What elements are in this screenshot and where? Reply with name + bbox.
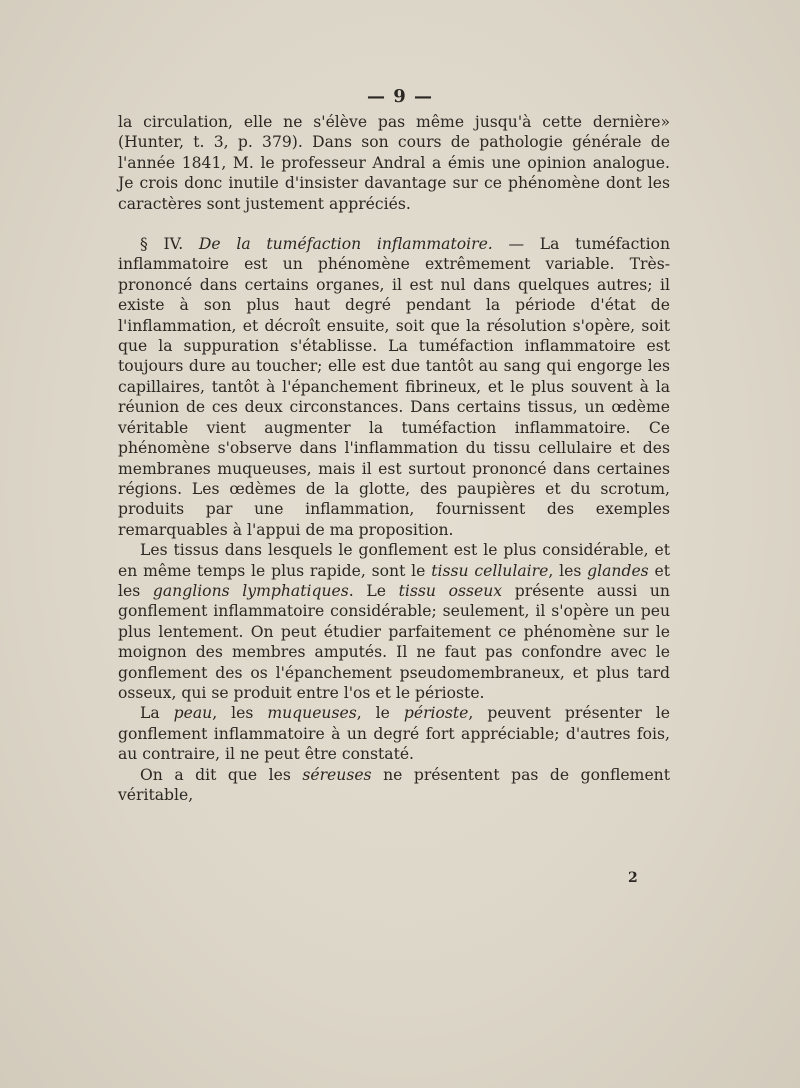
italic-run: tissu cellulaire bbox=[431, 561, 549, 580]
italic-run: séreuses bbox=[302, 765, 372, 784]
paragraph bbox=[118, 765, 670, 806]
page-number: — 9 — bbox=[366, 86, 434, 107]
text-run: . Le bbox=[348, 581, 399, 600]
text-run: présente aussi un gonflement inflammatoire considérable; seulement, il s'opère un peu plus lentement. On peut étudier parfaitement ce phénomène sur le moignon des membres amputés. Il ne faut pas confondre avec le gonflement des os l'épanchement pseudomembraneux, et plus tard osseux, qui se produit entre l'os et le périoste. bbox=[118, 581, 670, 702]
italic-run: muqueuses bbox=[267, 704, 357, 723]
italic-run: peau bbox=[173, 704, 213, 723]
paragraph bbox=[118, 540, 670, 703]
text-run: , les bbox=[212, 704, 268, 723]
text-run: , les bbox=[548, 561, 588, 580]
text-run: et les bbox=[118, 561, 671, 600]
text-run: La bbox=[140, 704, 174, 723]
italic-run: ganglions lymphatiques bbox=[152, 581, 349, 600]
paragraph-continuation bbox=[118, 112, 670, 214]
text-run: la circulation, elle ne s'élève pas même jusqu'à cette dernière» (Hunter, t. 3, p. 379). Dans son cours de pathologie générale de l'année 1841, M. le professeur Andral a émis une opinion analogue. Je crois donc inutile d'insister davantage sur ce phénomène dont les caractères sont justement appréciés. bbox=[118, 113, 670, 213]
text-run: Les tissus dans lesquels le gonflement est le plus considérable, et en même temps le plus rapide, sont le bbox=[118, 541, 670, 580]
signature-mark: 2 bbox=[628, 870, 638, 886]
section-paragraph bbox=[118, 234, 670, 540]
paragraph bbox=[118, 703, 670, 764]
italic-run: tissu osseux bbox=[398, 581, 503, 600]
text-run: , peuvent présenter le gonflement inflammatoire à un degré fort appréciable; d'autres fois, au contraire, il ne peut être constaté. bbox=[118, 704, 671, 764]
text-run: , le bbox=[356, 704, 404, 723]
italic-run: glandes bbox=[587, 561, 649, 580]
italic-run: périoste bbox=[403, 704, 469, 723]
text-run: ne présentent pas de gonflement véritable, bbox=[118, 765, 670, 804]
body-text bbox=[118, 112, 670, 805]
text-run: § IV. bbox=[140, 235, 199, 254]
italic-run: De la tuméfaction inflammatoire. bbox=[198, 235, 493, 254]
text-run: — La tuméfaction inflammatoire est un phénomène extrêmement variable. Très-prononcé dans certains organes, il est nul dans quelques autres; il existe à son plus haut degré pendant la période d'état de l'inflammation, et décroît ensuite, soit que la résolution s'opère, soit que la suppuration s'établisse. La tuméfaction inflammatoire est toujours dure au toucher; elle est due tantôt au sang qui engorge les capillaires, tantôt à l'épanchement fibrineux, et le plus souvent à la réunion de ces deux circonstances. Dans certains tissus, un œdème véritable vient augmenter la tuméfaction inflammatoire. Ce phénomène s'observe dans l'inflammation du tissu cellulaire et des membranes muqueuses, mais il est surtout prononcé dans certaines régions. Les œdèmes de la glotte, des paupières et du scrotum, produits par une inflammation, fournissent des exemples remarquables à l'appui de ma proposition. bbox=[118, 235, 670, 539]
text-run: On a dit que les bbox=[140, 765, 303, 784]
